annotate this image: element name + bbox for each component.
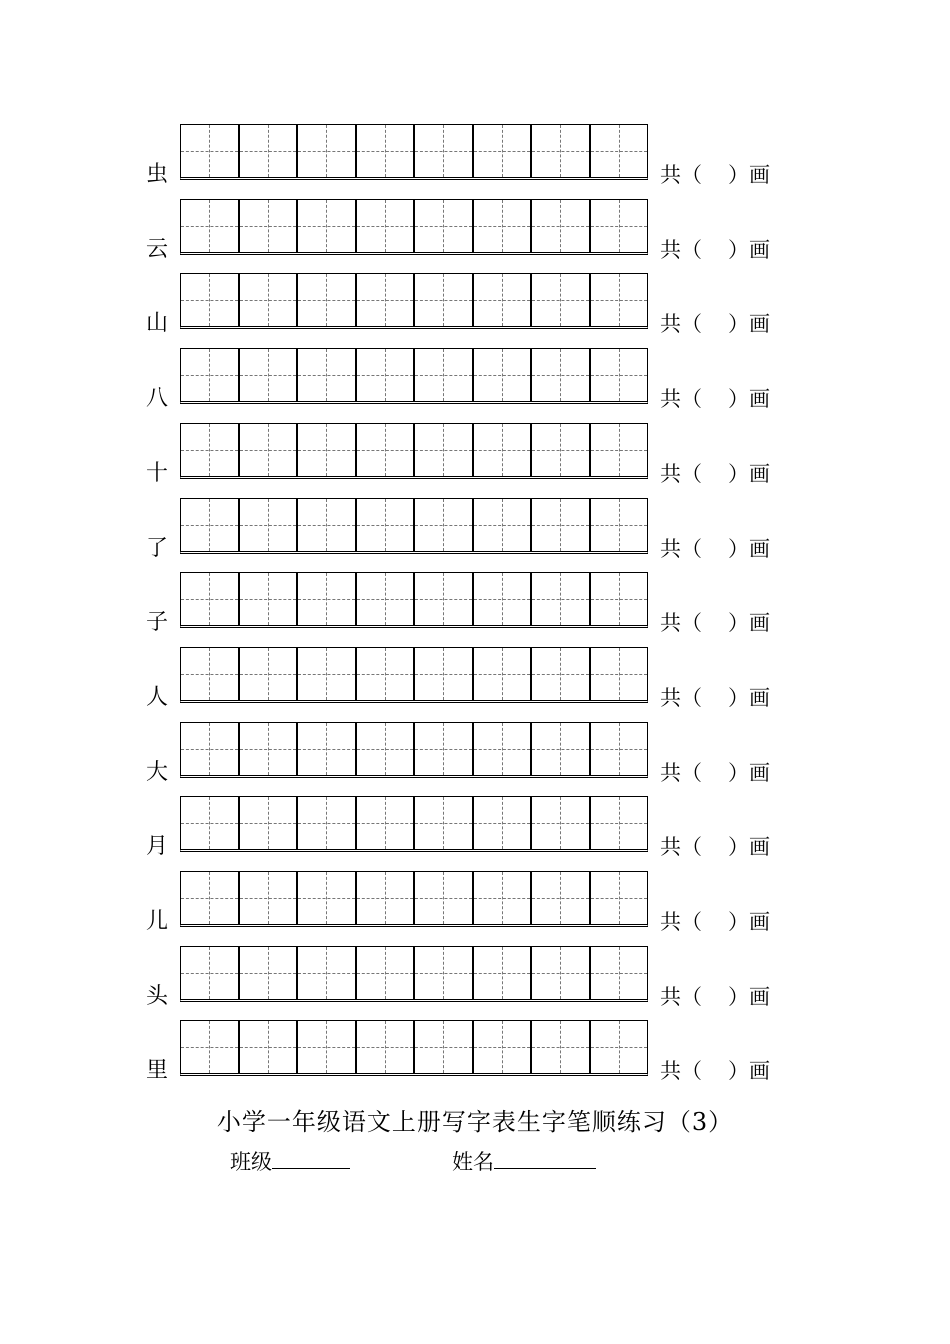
writing-cell[interactable] [240,723,299,775]
stroke-prefix: 共（ [660,237,702,262]
writing-cell[interactable] [357,797,416,849]
writing-grid [180,423,648,479]
stroke-suffix: ）画 [728,312,770,337]
writing-cell[interactable] [357,349,416,401]
practice-row [0,946,950,1008]
writing-grid [180,124,648,180]
stroke-suffix: ）画 [728,461,770,486]
writing-cell[interactable] [591,723,648,775]
writing-cell[interactable] [591,872,648,924]
stroke-prefix: 共（ [660,312,702,337]
stroke-count-blank [660,687,790,709]
practice-row [0,796,950,858]
writing-cell[interactable] [474,947,533,999]
writing-cell[interactable] [357,200,416,252]
writing-cell[interactable] [532,1021,591,1073]
writing-cell[interactable] [181,424,240,476]
practice-row [0,722,950,784]
writing-cell[interactable] [415,947,474,999]
stroke-prefix: 共（ [660,835,702,860]
writing-grid [180,871,648,927]
writing-cell[interactable] [591,200,648,252]
stroke-count-blank [660,313,790,335]
practice-character: 山 [145,311,168,337]
writing-cell[interactable] [240,947,299,999]
writing-cell[interactable] [591,648,648,700]
name-blank-line[interactable] [494,1148,596,1169]
writing-cell[interactable] [532,424,591,476]
writing-cell[interactable] [591,1021,648,1073]
writing-cell[interactable] [240,797,299,849]
writing-cell[interactable] [532,125,591,177]
stroke-prefix: 共（ [660,1059,702,1084]
stroke-count-blank [660,762,790,784]
worksheet-title: 小学一年级语文上册写字表生字笔顺练习（3） [216,1108,734,1136]
writing-cell[interactable] [474,573,533,625]
writing-cell[interactable] [298,499,357,551]
practice-character: 月 [145,834,168,860]
writing-cell[interactable] [474,797,533,849]
writing-cell[interactable] [298,274,357,326]
practice-character: 十 [145,460,168,486]
writing-cell[interactable] [298,797,357,849]
writing-cell[interactable] [357,872,416,924]
practice-character: 虫 [145,162,168,187]
practice-row [0,1020,950,1082]
stroke-prefix: 共（ [660,760,702,785]
practice-row [0,647,950,709]
stroke-prefix: 共（ [660,685,702,710]
stroke-suffix: ）画 [728,685,770,710]
stroke-suffix: ）画 [728,910,770,934]
writing-cell[interactable] [181,274,240,326]
stroke-count-blank [660,538,790,560]
writing-cell[interactable] [298,723,357,775]
stroke-suffix: ）画 [728,387,770,412]
writing-cell[interactable] [415,648,474,700]
stroke-suffix: ）画 [728,835,770,860]
writing-cell[interactable] [357,648,416,700]
writing-cell[interactable] [474,125,533,177]
stroke-count-blank [660,164,790,186]
writing-grid [180,273,648,329]
writing-cell[interactable] [591,797,648,849]
writing-cell[interactable] [357,274,416,326]
writing-cell[interactable] [181,200,240,252]
stroke-suffix: ）画 [728,760,770,785]
practice-character: 八 [145,386,168,412]
practice-row [0,572,950,634]
writing-cell[interactable] [474,274,533,326]
writing-cell[interactable] [181,499,240,551]
writing-cell[interactable] [532,573,591,625]
writing-cell[interactable] [591,573,648,625]
practice-character: 子 [145,610,168,636]
writing-grid [180,199,648,255]
stroke-suffix: ）画 [728,611,770,636]
stroke-prefix: 共（ [660,387,702,412]
writing-cell[interactable] [357,573,416,625]
writing-cell[interactable] [357,499,416,551]
writing-cell[interactable] [240,499,299,551]
stroke-count-blank [660,1060,790,1082]
writing-cell[interactable] [240,349,299,401]
stroke-suffix: ）画 [728,536,770,561]
writing-cell[interactable] [298,349,357,401]
writing-cell[interactable] [591,424,648,476]
writing-cell[interactable] [474,723,533,775]
writing-cell[interactable] [474,648,533,700]
stroke-prefix: 共（ [660,611,702,636]
writing-cell[interactable] [474,200,533,252]
writing-cell[interactable] [591,349,648,401]
writing-cell[interactable] [474,349,533,401]
writing-cell[interactable] [240,1021,299,1073]
writing-cell[interactable] [532,797,591,849]
writing-cell[interactable] [532,200,591,252]
practice-character: 云 [145,236,168,262]
writing-cell[interactable] [415,1021,474,1073]
writing-cell[interactable] [532,499,591,551]
writing-cell[interactable] [181,723,240,775]
writing-cell[interactable] [298,424,357,476]
writing-cell[interactable] [240,573,299,625]
writing-cell[interactable] [474,1021,533,1073]
writing-cell[interactable] [181,947,240,999]
writing-cell[interactable] [415,797,474,849]
writing-cell[interactable] [181,349,240,401]
writing-cell[interactable] [181,573,240,625]
stroke-count-blank [660,239,790,261]
class-field[interactable] [230,1146,350,1176]
practice-row [0,423,950,485]
writing-cell[interactable] [474,424,533,476]
writing-cell[interactable] [415,424,474,476]
stroke-count-blank [660,388,790,410]
writing-cell[interactable] [240,125,299,177]
writing-cell[interactable] [415,349,474,401]
practice-character: 了 [145,535,168,561]
name-field[interactable] [452,1146,596,1176]
writing-cell[interactable] [357,947,416,999]
writing-cell[interactable] [591,274,648,326]
name-label: 姓名 [452,1150,494,1174]
writing-cell[interactable] [240,872,299,924]
writing-grid [180,946,648,1002]
writing-grid [180,722,648,778]
writing-cell[interactable] [298,872,357,924]
class-label: 班级 [230,1150,272,1174]
writing-cell[interactable] [532,349,591,401]
writing-grid [180,796,648,852]
stroke-count-blank [660,463,790,485]
writing-cell[interactable] [298,200,357,252]
writing-grid [180,1020,648,1076]
stroke-prefix: 共（ [660,163,702,187]
writing-cell[interactable] [298,1021,357,1073]
practice-character: 大 [145,759,168,785]
stroke-suffix: ）画 [728,1059,770,1084]
writing-grid [180,572,648,628]
writing-cell[interactable] [474,499,533,551]
writing-cell[interactable] [415,274,474,326]
stroke-suffix: ）画 [728,984,770,1009]
writing-cell[interactable] [474,872,533,924]
writing-cell[interactable] [240,274,299,326]
practice-character: 人 [145,684,168,710]
writing-cell[interactable] [591,947,648,999]
practice-row [0,124,950,186]
class-blank-line[interactable] [272,1148,350,1169]
writing-cell[interactable] [357,723,416,775]
stroke-suffix: ）画 [728,163,770,187]
writing-cell[interactable] [181,872,240,924]
writing-cell[interactable] [415,499,474,551]
writing-cell[interactable] [181,797,240,849]
stroke-suffix: ）画 [728,237,770,262]
stroke-prefix: 共（ [660,984,702,1009]
writing-cell[interactable] [532,648,591,700]
writing-cell[interactable] [357,424,416,476]
writing-cell[interactable] [415,200,474,252]
writing-cell[interactable] [181,1021,240,1073]
practice-row [0,498,950,560]
stroke-count-blank [660,911,790,933]
writing-grid [180,498,648,554]
writing-cell[interactable] [298,947,357,999]
writing-cell[interactable] [181,125,240,177]
practice-character: 头 [145,983,168,1009]
writing-cell[interactable] [181,648,240,700]
stroke-count-blank [660,612,790,634]
writing-cell[interactable] [415,872,474,924]
writing-cell[interactable] [532,274,591,326]
stroke-prefix: 共（ [660,536,702,561]
writing-cell[interactable] [298,573,357,625]
writing-cell[interactable] [240,648,299,700]
writing-cell[interactable] [591,499,648,551]
practice-row [0,871,950,933]
stroke-prefix: 共（ [660,910,702,934]
writing-cell[interactable] [298,125,357,177]
writing-cell[interactable] [532,872,591,924]
practice-row [0,273,950,335]
writing-cell[interactable] [240,200,299,252]
writing-cell[interactable] [415,573,474,625]
writing-cell[interactable] [357,125,416,177]
writing-grid [180,647,648,703]
writing-cell[interactable] [298,648,357,700]
practice-character: 里 [145,1058,168,1084]
practice-character: 儿 [145,909,168,934]
stroke-count-blank [660,836,790,858]
writing-cell[interactable] [240,424,299,476]
stroke-count-blank [660,986,790,1008]
writing-grid [180,348,648,404]
writing-cell[interactable] [415,125,474,177]
writing-cell[interactable] [357,1021,416,1073]
writing-cell[interactable] [532,947,591,999]
stroke-prefix: 共（ [660,461,702,486]
practice-row [0,348,950,410]
writing-cell[interactable] [532,723,591,775]
practice-row [0,199,950,261]
writing-cell[interactable] [415,723,474,775]
writing-cell[interactable] [591,125,648,177]
